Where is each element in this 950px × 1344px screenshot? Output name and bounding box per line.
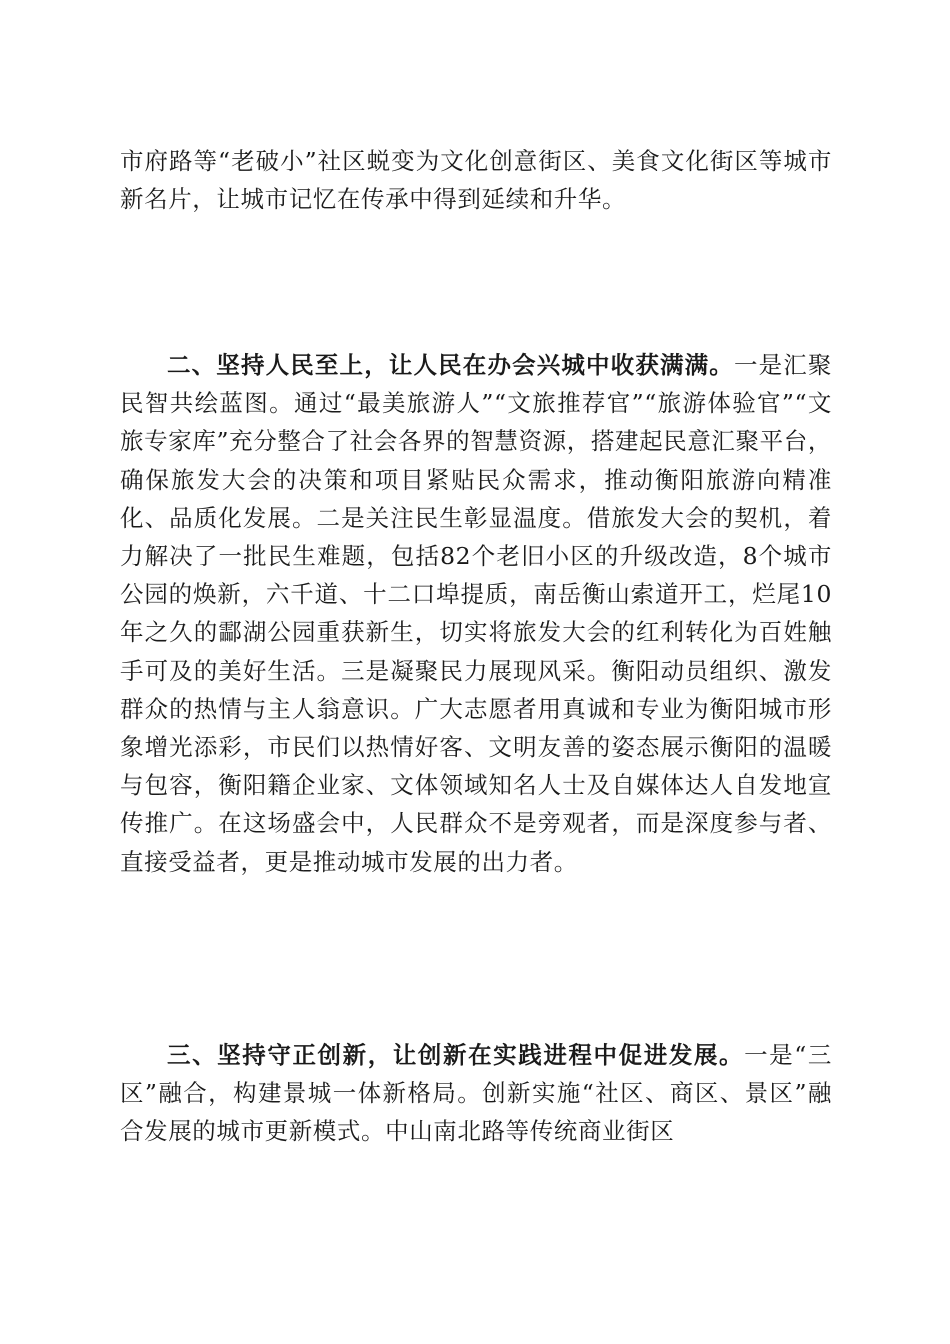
paragraph-intro: 市府路等“老破小”社区蜕变为文化创意街区、美食文化街区等城市新名片，让城市记忆在传承中得到延续和升华。 bbox=[120, 147, 832, 214]
section-2-body: 一是汇聚民智共绘蓝图。通过“最美旅游人”“文旅推荐官”“旅游体验官”“文旅专家库”充分整合了社会各界的智慧资源，搭建起民意汇聚平台，确保旅发大会的决策和项目紧贴民众需求，推动衡阳旅游向精准化、品质化发展。二是关注民生彰显温度。借旅发大会的契机，着力解决了一批民生难题，包括82个老旧小区的升级改造，8个城市公园的焕新，六千道、十二口埠提质，南岳衡山索道开工，烂尾10年之久的酃湖公园重获新生，切实将旅发大会的红利转化为百姓触手可及的美好生活。三是凝聚民力展现风采。衡阳动员组织、激发群众的热情与主人翁意识。广大志愿者用真诚和专业为衡阳城市形象增光添彩，市民们以热情好客、文明友善的姿态展示衡阳的温暖与包容，衡阳籍企业家、文体领域知名人士及自媒体达人自发地宣传推广。在这场盛会中，人民群众不是旁观者，而是深度参与者、直接受益者，更是推动城市发展的出力者。 bbox=[120, 351, 832, 876]
section-3-heading: 三、坚持守正创新，让创新在实践进程中促进发展。 bbox=[167, 1041, 745, 1069]
section-2-heading: 二、坚持人民至上，让人民在办会兴城中收获满满。 bbox=[167, 351, 734, 379]
paragraph-section-3 bbox=[120, 1036, 832, 1151]
section-3-body: 一是“三区”融合，构建景城一体新格局。创新实施“社区、商区、景区”融合发展的城市更新模式。中山南北路等传统商业街区 bbox=[120, 1041, 832, 1146]
paragraph-section-2 bbox=[120, 346, 832, 881]
